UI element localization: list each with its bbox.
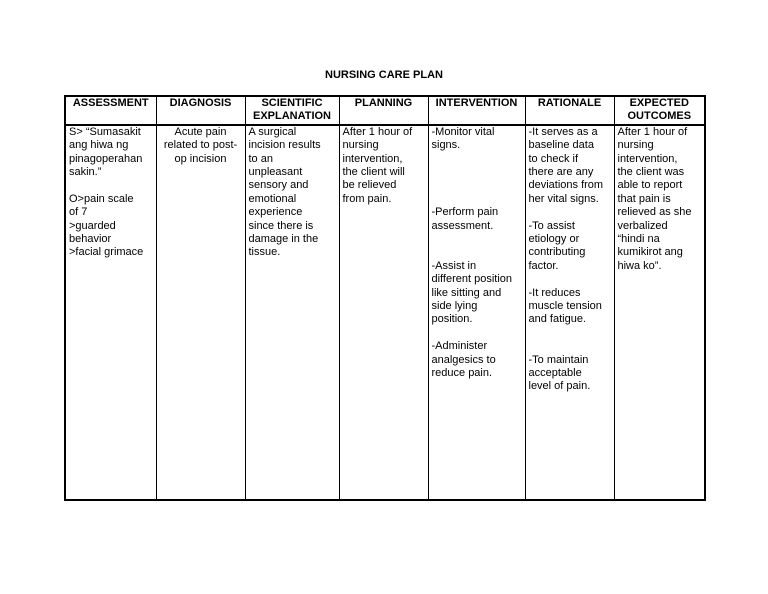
expected-outcome-text (618, 126, 702, 273)
text-line: there are any (528, 166, 594, 179)
text-line: unpleasant (248, 166, 303, 179)
text-line: behavior (69, 233, 112, 246)
text-line: ang hiwa ng (69, 139, 129, 152)
text-line: be relieved (342, 179, 397, 192)
text-line: since there is (248, 219, 314, 232)
text-line: sensory and (248, 179, 309, 192)
text-line: -To assist (528, 219, 575, 232)
header-planning: PLANNING (339, 96, 428, 125)
subjective-data (69, 126, 153, 180)
text-line: S> “Sumasakit (69, 125, 141, 138)
text-line: -Monitor vital (431, 125, 495, 138)
header-assessment: ASSESSMENT (65, 96, 156, 125)
text-line: A surgical (248, 125, 297, 138)
text-line: to check if (528, 152, 579, 165)
intervention-item (432, 126, 522, 153)
text-line: -It serves as a (528, 125, 598, 138)
text-line: >facial grimace (69, 246, 144, 259)
rationale-item (529, 287, 611, 327)
header-intervention: INTERVENTION (428, 96, 525, 125)
diagnosis-cell (156, 125, 245, 500)
text-line: -Administer (431, 340, 488, 353)
text-line: pinagoperahan (69, 152, 143, 165)
text-line: O>pain scale (69, 192, 134, 205)
text-line: to an (248, 152, 273, 165)
text-line: Acute pain (174, 125, 227, 138)
text-line: -Perform pain (431, 206, 499, 219)
text-line: -It reduces (528, 286, 581, 299)
scientific-explanation-cell (245, 125, 339, 500)
text-line: op incision (174, 152, 227, 165)
text-line: sakin.” (69, 166, 102, 179)
rationale-item (529, 354, 611, 394)
text-line: -To maintain (528, 353, 589, 366)
text-line: tissue. (248, 246, 281, 259)
text-line: “hindi na (617, 233, 660, 246)
intervention-item (432, 340, 522, 380)
header-rationale: RATIONALE (525, 96, 614, 125)
text-line: related to post- (163, 139, 238, 152)
rationale-item (529, 220, 611, 274)
text-line: intervention, (342, 152, 403, 165)
text-line: -Assist in (431, 259, 477, 272)
text-line: After 1 hour of (342, 125, 413, 138)
text-line: etiology or (528, 233, 580, 246)
text-line: her vital signs. (528, 192, 599, 205)
intervention-item (432, 260, 522, 327)
text-line: assessment. (431, 219, 494, 232)
text-line: side lying (431, 300, 478, 313)
text-line: After 1 hour of (617, 125, 688, 138)
text-line: nursing (342, 139, 379, 152)
diagnosis-text (160, 126, 242, 166)
rationale-cell (525, 125, 614, 500)
text-line: analgesics to (431, 353, 496, 366)
text-line: verbalized (617, 219, 668, 232)
text-line: >guarded (69, 219, 116, 232)
table-row (65, 125, 705, 500)
table-header-row (65, 96, 705, 125)
text-line: like sitting and (431, 286, 502, 299)
text-line: that pain is (617, 192, 671, 205)
text-line: factor. (528, 259, 559, 272)
assessment-cell (65, 125, 156, 500)
text-line: and fatigue. (528, 313, 586, 326)
text-line: signs. (431, 139, 461, 152)
text-line: the client will (342, 166, 405, 179)
text-line: damage in the (248, 233, 319, 246)
planning-cell (339, 125, 428, 500)
text-line: intervention, (617, 152, 678, 165)
text-line: the client was (617, 166, 685, 179)
text-line: able to report (617, 179, 683, 192)
text-line: emotional (248, 192, 297, 205)
scientific-explanation-text (249, 126, 336, 260)
nursing-care-plan-table (64, 95, 706, 501)
text-line: from pain. (342, 192, 392, 205)
text-line: baseline data (528, 139, 594, 152)
intervention-cell (428, 125, 525, 500)
text-line: of 7 (69, 206, 88, 219)
text-line: position. (431, 313, 473, 326)
text-line: muscle tension (528, 300, 602, 313)
text-line: relieved as she (617, 206, 692, 219)
objective-data (69, 193, 153, 260)
text-line: different position (431, 273, 513, 286)
text-line: incision results (248, 139, 321, 152)
header-diagnosis: DIAGNOSIS (156, 96, 245, 125)
text-line: acceptable (528, 367, 582, 380)
header-scientific-explanation: SCIENTIFIC EXPLANATION (245, 96, 339, 125)
text-line: deviations from (528, 179, 604, 192)
text-line: experience (248, 206, 303, 219)
expected-outcomes-cell (614, 125, 705, 500)
text-line: reduce pain. (431, 367, 493, 380)
text-line: hiwa ko”. (617, 259, 662, 272)
intervention-item (432, 206, 522, 233)
rationale-item (529, 126, 611, 206)
text-line: contributing (528, 246, 586, 259)
text-line: level of pain. (528, 380, 591, 393)
text-line: kumikirot ang (617, 246, 683, 259)
header-expected-outcomes: EXPECTED OUTCOMES (614, 96, 705, 125)
planning-text (343, 126, 425, 206)
page-title: NURSING CARE PLAN (325, 69, 443, 81)
text-line: nursing (617, 139, 654, 152)
